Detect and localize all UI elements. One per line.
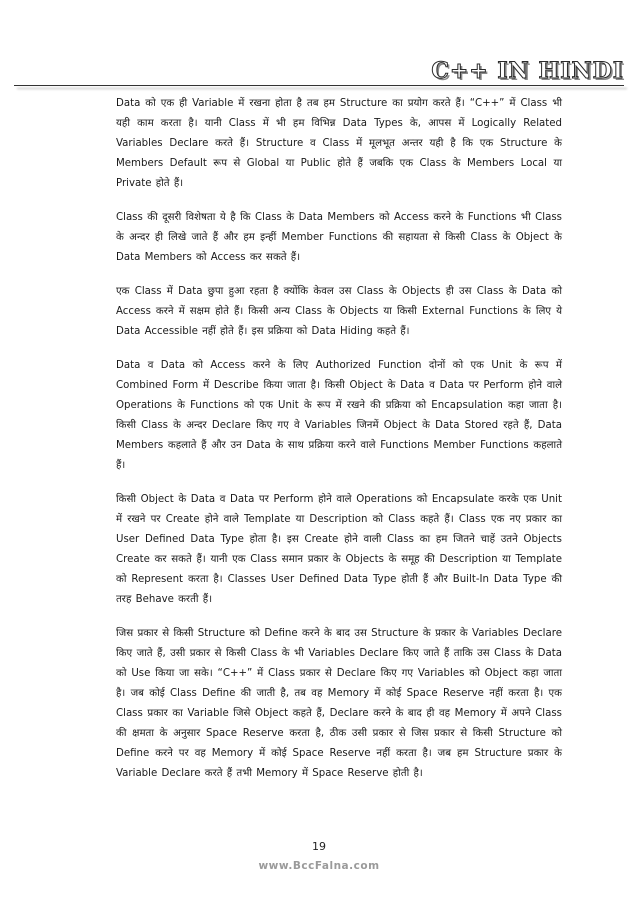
- paragraph-3: एक Class में Data छुपा हुआ रहता है क्योंकि केवल उस Class के Objects ही उस Class के Data को Access करने में सक्षम होते हैं। किसी अन्य Class के Objects या किसी External Functions के लिए ये Data Accessible नहीं होते हैं। इस प्रक्रिया को Data Hiding कहते हैं।: [116, 286, 562, 337]
- header-title: C++ IN HINDI: [431, 58, 624, 84]
- paragraph-5: किसी Object के Data व Data पर Perform होने वाले Operations को Encapsulate करके एक Unit में रखने पर Create होने वाले Template या Description को Class कहते हैं। Class एक नए प्रकार का User Defined Data Type होता है। इस Create होने वाली Class का हम जितने चाहें उतने Objects Create कर सकते हैं। यानी एक Class समान प्रकार के Objects के समूह की Description या Template को Represent करता है। Classes User Defined Data Type होती हैं और Built-In Data Type की तरह Behave करती हैं।: [116, 494, 562, 605]
- paragraph-4: Data व Data को Access करने के लिए Authorized Function दोनों को एक Unit के रूप में Combined Form में Describe किया जाता है। किसी Object के Data व Data पर Perform होने वाले Operations के Functions को एक Unit के रूप में रखने की प्रक्रिया को Encapsulation कहा जाता है। किसी Class के अन्दर Declare किए गए वे Variables जिनमें Object के Data Stored रहते हैं, Data Members कहलाते हैं और उन Data के साथ प्रक्रिया करने वाले Functions Member Functions कहलाते हैं।: [116, 360, 562, 471]
- footer-url[interactable]: www.BccFalna.com: [258, 860, 380, 872]
- paragraph-1: Data को एक ही Variable में रखना होता है तब हम Structure का प्रयोग करते हैं। “C++” में Class भी यही काम करता है। यानी Class में भी हम विभिन्न Data Types के, आपस में Logically Related Variables Declare करते हैं। Structure व Class में मूलभूत अन्तर यही है कि एक Structure के Members Default रूप से Global या Public होते हैं जबकि एक Class के Members Local या Private होते हैं।: [116, 98, 562, 189]
- page-content: [116, 94, 562, 798]
- header-divider: [14, 85, 624, 86]
- paragraph-2: Class की दूसरी विशेषता ये है कि Class के Data Members को Access करने के Functions भी Class के अन्दर ही लिखे जाते हैं और हम इन्हीं Member Functions की सहायता से किसी Class के Object के Data Members को Access कर सकते हैं।: [116, 212, 562, 263]
- paragraph-6: जिस प्रकार से किसी Structure को Define करने के बाद उस Structure के प्रकार के Variables Declare किए जाते हैं, उसी प्रकार से किसी Class के भी Variables Declare किए जाते हैं ताकि उस Class के Data को Use किया जा सके। “C++” में Class प्रकार से Declare किए गए Variables को Object कहा जाता है। जब कोई Class Define की जाती है, तब वह Memory में कोई Space Reserve नहीं करता है। एक Class प्रकार का Variable जिसे Object कहते हैं, Declare करने के बाद ही वह Memory में अपने Class की क्षमता के अनुसार Space Reserve करता है, ठीक उसी प्रकार से जिस प्रकार से किसी Structure को Define करने पर वह Memory में कोई Space Reserve नहीं करता है। जब हम Structure प्रकार के Variable Declare करते हैं तभी Memory में Space Reserve होती है।: [116, 628, 562, 779]
- page-number: 19: [312, 840, 326, 853]
